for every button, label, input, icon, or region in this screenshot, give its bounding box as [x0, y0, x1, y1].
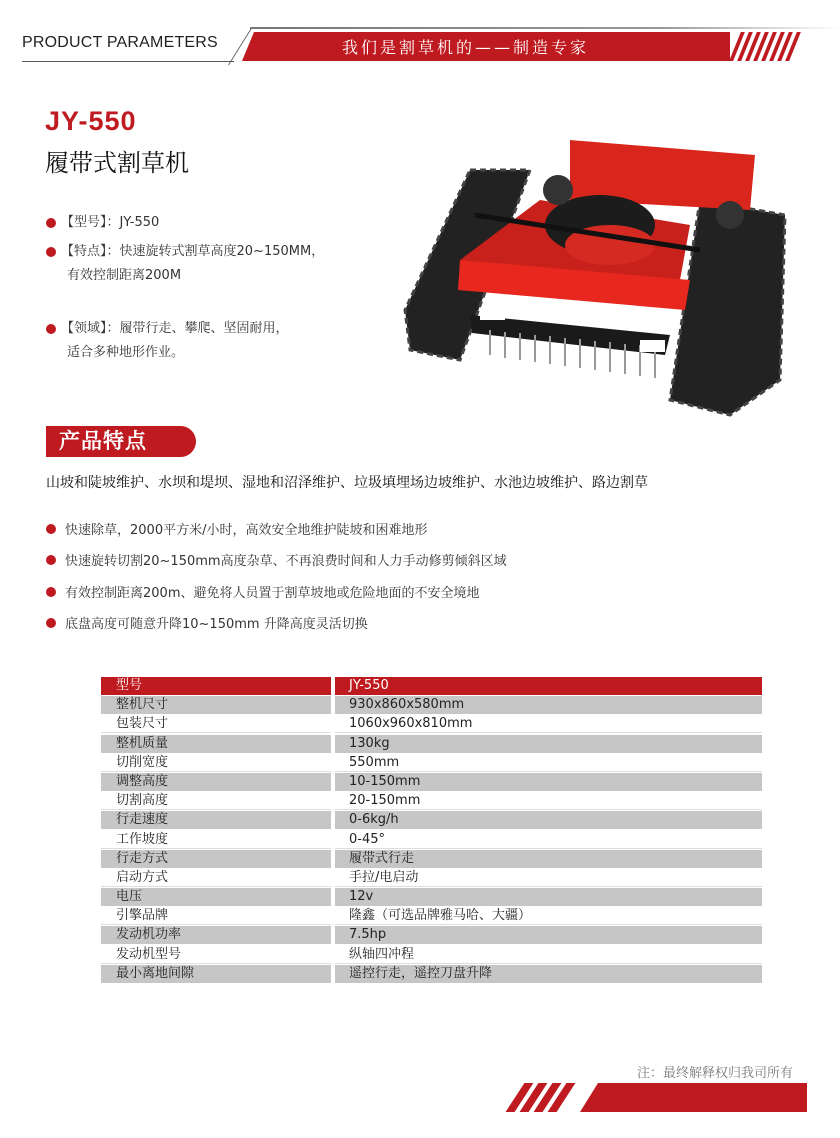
bullet-icon [46, 324, 56, 334]
header-stripes-decoration [735, 32, 795, 61]
bullet-icon [46, 524, 56, 534]
section-title-features: 产品特点 [46, 426, 196, 457]
bullet-icon [46, 555, 56, 565]
info-item-model: 【型号】：JY-550 [46, 211, 159, 235]
product-type: 履带式割草机 [45, 149, 189, 177]
header-slogan: 我们是割草机的——制造专家 [342, 38, 590, 57]
feature-item: 快速除草，2000平方米/小时，高效安全地维护陡坡和困难地形 [46, 519, 427, 538]
spec-table [101, 677, 762, 984]
table-row: 整机质量 130kg [101, 735, 762, 754]
info-item-features: 【特点】：快速旋转式割草高度20~150MM， 有效控制距离200M [46, 240, 324, 288]
header-underline [22, 61, 234, 62]
footer-banner [580, 1083, 807, 1112]
table-row: 包装尺寸 1060x960x810mm [101, 715, 762, 734]
feature-item: 有效控制距离200m、避免将人员置于割草坡地或危险地面的不安全境地 [46, 582, 479, 601]
header-top-line [250, 27, 840, 29]
spec-value: JY-550 [335, 677, 762, 695]
bullet-icon [46, 218, 56, 228]
table-row: 行走速度 0-6kg/h [101, 811, 762, 830]
bullet-icon [46, 587, 56, 597]
table-row: 调整高度 10-150mm [101, 773, 762, 792]
features-description: 山坡和陡坡维护、水坝和堤坝、湿地和沼泽维护、垃圾填埋场边坡维护、水池边坡维护、路边割草 [46, 475, 648, 491]
info-item-domain: 【领域】：履带行走、攀爬、坚固耐用， 适合多种地形作业。 [46, 317, 289, 365]
table-row: 行走方式 履带式行走 [101, 850, 762, 869]
feature-item: 底盘高度可随意升降10~150mm 升降高度灵活切换 [46, 613, 368, 632]
product-model: JY-550 [45, 106, 137, 136]
header-title: PRODUCT PARAMETERS [22, 34, 218, 51]
table-row: 启动方式 手拉/电启动 [101, 869, 762, 888]
table-row: 工作坡度 0-45° [101, 831, 762, 850]
footer-note: 注：最终解释权归我司所有 [637, 1066, 794, 1081]
bullet-icon [46, 618, 56, 628]
footer-stripes-decoration [515, 1083, 566, 1112]
table-row: 整机尺寸 930x860x580mm [101, 696, 762, 715]
table-row: 发动机功率 7.5hp [101, 926, 762, 945]
product-image [400, 130, 800, 420]
table-row: 最小离地间隙 遥控行走，遥控刀盘升降 [101, 965, 762, 984]
spec-table-header [101, 677, 762, 696]
table-row: 切割高度 20-150mm [101, 792, 762, 811]
bullet-icon [46, 247, 56, 257]
table-row: 发动机型号 纵轴四冲程 [101, 946, 762, 965]
feature-item: 快速旋转切割20~150mm高度杂草、不再浪费时间和人力手动修剪倾斜区域 [46, 550, 507, 569]
table-row: 电压 12v [101, 888, 762, 907]
table-row: 引擎品牌 隆鑫（可选品牌雅马哈、大疆） [101, 907, 762, 926]
spec-label: 型号 [101, 677, 331, 695]
table-row: 切削宽度 550mm [101, 754, 762, 773]
